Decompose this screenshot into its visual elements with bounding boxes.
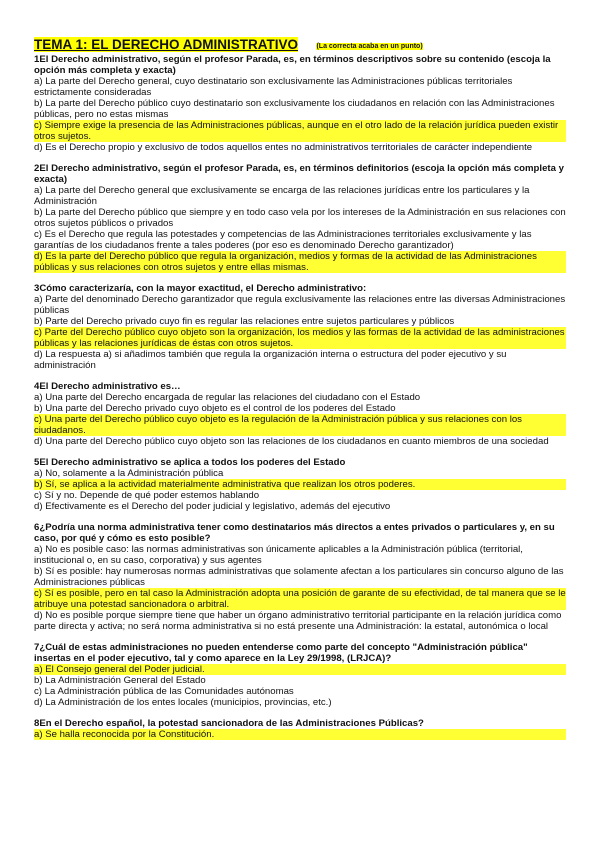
question-text: 2El Derecho administrativo, según el profesor Parada, es, en términos definitorios (escoja la opción más completa y exacta) — [34, 163, 564, 185]
correct-answer-option: d) Es la parte del Derecho público que regula la organización, medios y formas de la actividad de las Administraciones públicas y sus relaciones con otros sujetos y entre ellas mismas. — [34, 251, 566, 273]
question-block — [34, 522, 566, 632]
correct-answer-option: a) Se halla reconocida por la Constitución. — [34, 729, 566, 740]
question-block — [34, 642, 566, 708]
answer-option: b) Sí es posible: hay numerosas normas administrativas que solamente afectan a los particulares sin concurso alguno de las Administraciones públicas — [34, 566, 564, 588]
answer-option: d) No es posible porque siempre tiene que haber un órgano administrativo territorial participante en la relación jurídica como parte directa y activa; no será norma administrativa si no está presente una Administración: la estatal, autonómica o local — [34, 610, 562, 632]
question-text: 5El Derecho administrativo se aplica a todos los poderes del Estado — [34, 457, 346, 468]
question-text: 7¿Cuál de estas administraciones no pueden entenderse como parte del concepto "Administración pública" insertas en el poder ejecutivo, tal y como aparece en la Ley 29/1998, (LRJCA)? — [34, 642, 528, 664]
question-block — [34, 381, 566, 447]
answer-note: (La correcta acaba en un punto) — [316, 43, 423, 50]
answer-option: d) Una parte del Derecho público cuyo objeto son las relaciones de los ciudadanos en cuanto miembros de una sociedad — [34, 436, 549, 447]
answer-option: b) Una parte del Derecho privado cuyo objeto es el control de los poderes del Estado — [34, 403, 396, 414]
question-text: 8En el Derecho español, la potestad sancionadora de las Administraciones Públicas? — [34, 718, 424, 729]
answer-option: b) La parte del Derecho público que siempre y en todo caso vela por los intereses de la Administración en sus relaciones con otros sujetos públicos o privados — [34, 207, 566, 229]
correct-answer-option: a) El Consejo general del Poder judicial. — [34, 664, 566, 675]
answer-option: d) Efectivamente es el Derecho del poder judicial y legislativo, además del ejecutivo — [34, 501, 391, 512]
answer-option: b) La Administración General del Estado — [34, 675, 206, 686]
answer-option: d) La respuesta a) si añadimos también que regula la organización interna o estructura del poder ejecutivo y su administración — [34, 349, 507, 371]
question-block — [34, 163, 566, 273]
answer-option: d) Es el Derecho propio y exclusivo de todos aquellos entes no administrativos territoriales de carácter independiente — [34, 142, 533, 153]
answer-option: b) La parte del Derecho público cuyo destinatario son exclusivamente los ciudadanos en relación con las Administraciones públicas, pero no estas mismas — [34, 98, 555, 120]
question-text: 6¿Podría una norma administrativa tener como destinatarios más directos a entes privados o particulares y, en su caso, por qué y cómo es esto posible? — [34, 522, 555, 544]
answer-option: a) Parte del denominado Derecho garantizador que regula exclusivamente las relaciones entre las diversas Administraciones públicas — [34, 294, 566, 316]
answer-option: d) La Administración de los entes locales (municipios, provincias, etc.) — [34, 697, 332, 708]
correct-answer-option: b) Sí, se aplica a la actividad materialmente administrativa que realizan los otros poderes. — [34, 479, 566, 490]
question-block — [34, 457, 566, 512]
answer-option: a) Una parte del Derecho encargada de regular las relaciones del ciudadano con el Estado — [34, 392, 421, 403]
correct-answer-option: c) Siempre exige la presencia de las Administraciones públicas, aunque en el otro lado de la relación jurídica pueden existir otros sujetos. — [34, 120, 566, 142]
answer-option: a) La parte del Derecho general que exclusivamente se encarga de las relaciones jurídicas entre los particulares y la Administración — [34, 185, 530, 207]
answer-option: a) No, solamente a la Administración pública — [34, 468, 224, 479]
question-block — [34, 718, 566, 740]
answer-option: c) Sí y no. Depende de qué poder estemos hablando — [34, 490, 260, 501]
answer-option: a) No es posible caso: las normas administrativas son únicamente aplicables a la Administración pública (territorial, institucional o, en su caso, corporativa) y sus agentes — [34, 544, 523, 566]
question-text: 1El Derecho administrativo, según el profesor Parada, es, en términos descriptivos sobre su contenido (escoja la opción más completa y exacta) — [34, 54, 551, 76]
question-text: 3Cómo caracterizaría, con la mayor exactitud, el Derecho administrativo: — [34, 283, 367, 294]
question-block — [34, 54, 566, 153]
correct-answer-option: c) Sí es posible, pero en tal caso la Administración adopta una posición de garante de su efectividad, de tal manera que se le atribuye una potestad sancionadora o arbitral. — [34, 588, 566, 610]
answer-option: c) Es el Derecho que regula las potestades y competencias de las Administraciones territoriales exclusivamente y las garantías de los ciudadanos frente a tales poderes (por eso es denominado Derecho garantizador) — [34, 229, 532, 251]
question-text: 4El Derecho administrativo es… — [34, 381, 181, 392]
answer-option: a) La parte del Derecho general, cuyo destinatario son exclusivamente las Administraciones públicas territoriales estrictamente consideradas — [34, 76, 513, 98]
document-header — [34, 36, 566, 54]
correct-answer-option: c) Una parte del Derecho público cuyo objeto es la regulación de la Administración pública y sus relaciones con los ciudadanos. — [34, 414, 566, 436]
answer-option: b) Parte del Derecho privado cuyo fin es regular las relaciones entre sujetos particulares y públicos — [34, 316, 455, 327]
document-content — [34, 36, 566, 740]
question-block — [34, 283, 566, 371]
correct-answer-option: c) Parte del Derecho público cuyo objeto son la organización, los medios y las formas de la actividad de las administraciones públicas y las relaciones jurídicas de éstas con otros sujetos. — [34, 327, 565, 349]
answer-option: c) La Administración pública de las Comunidades autónomas — [34, 686, 294, 697]
document-title: TEMA 1: EL DERECHO ADMINISTRATIVO — [34, 37, 299, 52]
